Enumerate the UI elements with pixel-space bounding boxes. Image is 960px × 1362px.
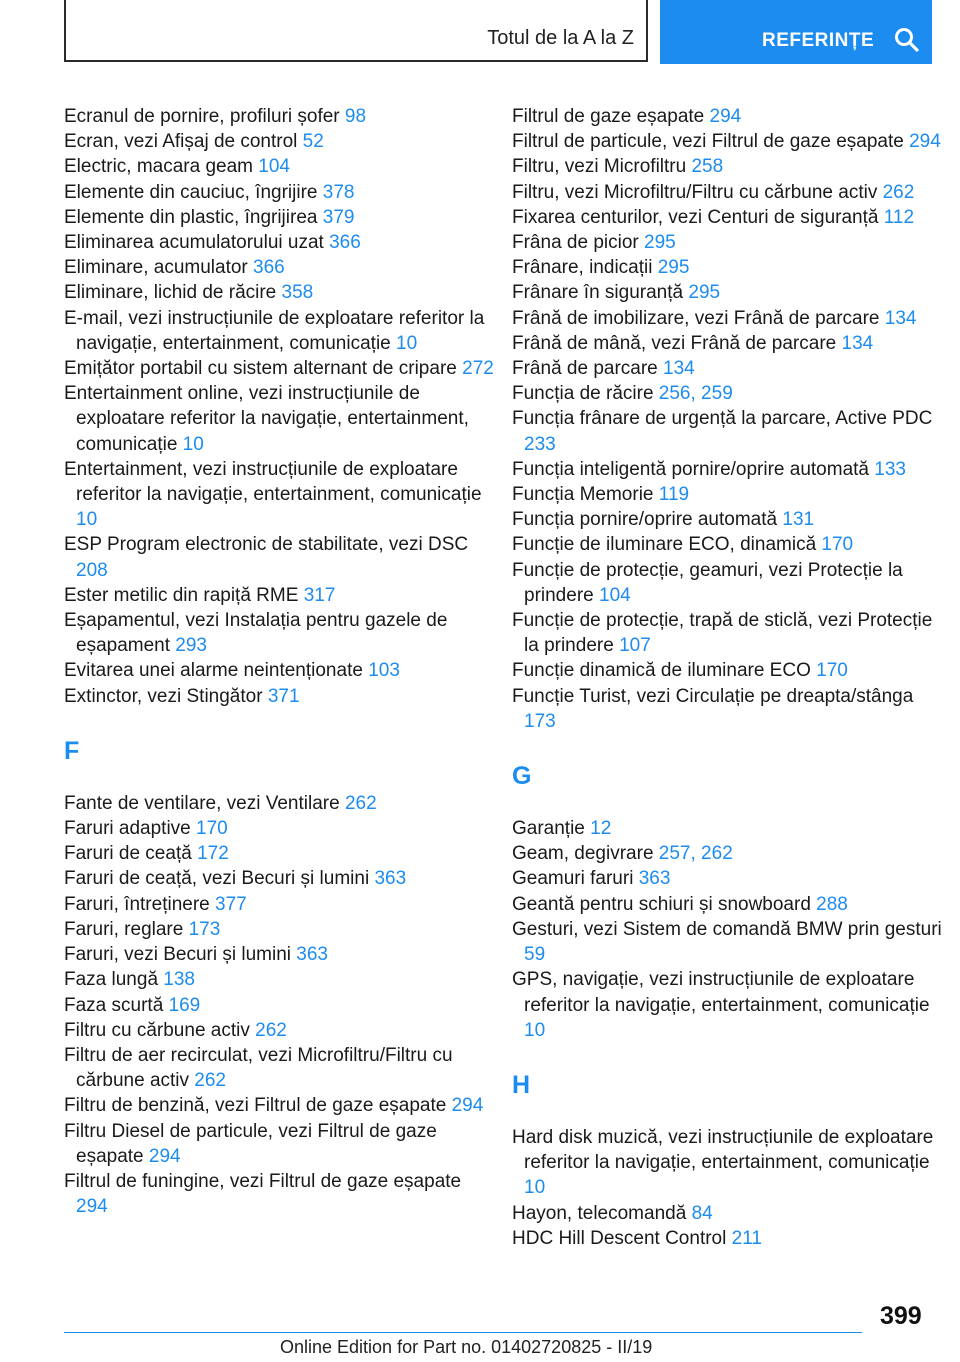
index-entry-text: Electric, macara geam	[64, 156, 259, 178]
index-entry-text: Funcția inteligentă pornire/oprire automată	[512, 458, 875, 480]
page-reference-link[interactable]: 10	[76, 509, 98, 531]
page-reference-link[interactable]: 10	[524, 1177, 546, 1199]
index-entry	[64, 381, 494, 457]
page-reference-link[interactable]: 288	[816, 893, 848, 915]
page-reference-link[interactable]: 84	[691, 1202, 713, 1224]
index-entry-text: Elemente din cauciuc, îngrijire	[64, 181, 323, 203]
index-column-left	[64, 104, 494, 1219]
page-reference-link[interactable]: 293	[175, 635, 207, 657]
index-entry-text: HDC Hill Descent Control	[512, 1227, 732, 1249]
index-entry	[64, 684, 494, 709]
page-reference-link[interactable]: 59	[524, 944, 546, 966]
page-reference-link[interactable]: 294	[451, 1095, 484, 1117]
index-entry-text: Faza scurtă	[64, 994, 169, 1016]
index-entry-text: Filtrul de gaze eșapate	[512, 106, 710, 127]
index-entry-text: Faruri de ceață, vezi Becuri și lumini	[64, 868, 375, 890]
index-entry	[64, 866, 494, 891]
index-entry	[512, 1226, 942, 1251]
page-reference-link[interactable]: 378	[322, 181, 355, 203]
page-reference-link[interactable]: 52	[302, 131, 324, 153]
index-entry-text: Funcția Memorie	[512, 484, 659, 506]
page-reference-link[interactable]: 377	[215, 893, 247, 915]
page-reference-link[interactable]: 103	[368, 660, 400, 682]
index-entry	[512, 1125, 942, 1201]
page-reference-link[interactable]: 363	[374, 868, 407, 890]
index-entry-text: Filtru, vezi Microfiltru/Filtru cu cărbune activ	[512, 181, 883, 203]
index-entry-text: Emițător portabil cu sistem alternant de cripare	[64, 358, 463, 380]
index-entry-text: Ester metilic din rapiță RME	[64, 584, 304, 606]
index-entry-text: Filtru cu cărbune activ	[64, 1019, 256, 1041]
index-entry	[512, 892, 942, 917]
index-entry	[64, 255, 494, 280]
page-reference-link[interactable]: 172	[197, 843, 229, 865]
footer-text: Online Edition for Part no. 01402720825 - II/19	[280, 1337, 653, 1357]
page-reference-link[interactable]: 294	[148, 1145, 181, 1167]
index-entry-text: Funcție de iluminare ECO, dinamică	[512, 534, 822, 556]
index-entry-text: Frânare, indicații	[512, 257, 658, 279]
page-reference-link[interactable]: 262	[255, 1019, 287, 1041]
page-reference-link[interactable]: 138	[163, 969, 195, 991]
index-entry	[64, 1119, 494, 1169]
index-entry	[512, 230, 942, 255]
page-reference-link[interactable]: 10	[396, 332, 418, 354]
index-entry-text: Funcție dinamică de iluminare ECO	[512, 660, 817, 682]
page-reference-link[interactable]: 295	[657, 257, 690, 279]
index-entry-text: Frâna de picior	[512, 232, 645, 254]
index-entry-text: Extinctor, vezi Stingător	[64, 685, 268, 707]
index-entry	[512, 154, 942, 179]
index-entry-text: Funcție de protecție, geamuri, vezi Protecție la prindere	[512, 559, 903, 606]
index-entry	[64, 154, 494, 179]
index-entry-text: Funcția de răcire	[512, 383, 659, 405]
references-tab-label: REFERINȚE	[762, 30, 875, 51]
index-entry-text: Funcția pornire/oprire automată	[512, 509, 783, 531]
index-entry-text: Filtru de aer recirculat, vezi Microfiltru/Filtru cu cărbune activ	[64, 1044, 453, 1092]
page-reference-link[interactable]: 295	[644, 232, 676, 254]
references-tab[interactable]	[660, 0, 932, 64]
page-reference-link[interactable]: 262	[194, 1070, 226, 1092]
index-entry	[64, 1093, 494, 1118]
index-entry	[512, 280, 942, 305]
index-entry-text: Hard disk muzică, vezi instrucțiunile de exploatare referitor la navigație, entertainment, comunicație	[512, 1126, 934, 1174]
index-entry-text: Eliminare, lichid de răcire	[64, 282, 282, 304]
page-reference-link[interactable]: 358	[281, 282, 314, 304]
index-entry	[512, 129, 942, 154]
index-entry-text: Hayon, telecomandă	[512, 1202, 692, 1224]
index-entry	[64, 791, 494, 816]
page-reference-link[interactable]: 371	[267, 685, 300, 707]
index-entry	[512, 457, 942, 482]
page-reference-link[interactable]: 258	[691, 156, 724, 178]
index-entry	[512, 306, 942, 331]
index-entry	[64, 608, 494, 658]
index-entry-text: Elemente din plastic, îngrijirea	[64, 206, 323, 228]
page-reference-link[interactable]: 294	[709, 106, 742, 127]
index-entry-text: Ecranul de pornire, profiluri șofer	[64, 106, 345, 127]
index-entry-text: Funcție de protecție, trapă de sticlă, vezi Protecție la prindere	[512, 610, 933, 657]
index-entry-text: Fante de ventilare, vezi Ventilare	[64, 792, 345, 814]
index-entry	[512, 1201, 942, 1226]
index-entry	[64, 841, 494, 866]
index-entry-text: Filtrul de particule, vezi Filtrul de gaze eșapate	[512, 131, 910, 153]
page-reference-link[interactable]: 98	[344, 106, 367, 127]
footer-divider	[64, 1332, 862, 1333]
page-reference-link[interactable]: 262	[344, 792, 377, 814]
index-entry-text: Frânare în siguranță	[512, 282, 689, 304]
page-reference-link[interactable]: 134	[884, 307, 917, 329]
index-entry	[64, 1169, 494, 1219]
page-reference-link[interactable]: 131	[782, 509, 815, 531]
index-entry	[64, 180, 494, 205]
index-entry-text: ESP Program electronic de stabilitate, vezi DSC	[64, 534, 469, 556]
index-entry-text: Ecran, vezi Afișaj de control	[64, 131, 303, 153]
index-entry-text: E-mail, vezi instrucțiunile de exploatare referitor la navigație, entertainment, comunicație	[64, 307, 485, 354]
index-entry-text: Filtrul de funingine, vezi Filtrul de gaze eșapate	[64, 1170, 462, 1192]
index-entry-text: Funcția frânare de urgență la parcare, Active PDC	[512, 408, 933, 430]
index-entry-text: Faruri, reglare	[64, 918, 189, 940]
page-reference-link[interactable]: 119	[658, 484, 690, 506]
page-reference-link[interactable]: 133	[874, 458, 906, 480]
page-reference-link[interactable]: 104	[599, 584, 631, 606]
page-reference-link[interactable]: 366	[253, 257, 285, 279]
index-entry-text: Eliminare, acumulator	[64, 257, 254, 279]
index-entry-text: Funcție Turist, vezi Circulație pe dreapta/stânga	[512, 685, 914, 707]
index-entry-text: Geamuri faruri	[512, 868, 639, 890]
index-entry	[512, 104, 942, 129]
index-entry-text: Geam, degivrare	[512, 843, 659, 865]
index-entry	[64, 993, 494, 1018]
index-entry	[512, 180, 942, 205]
page-reference-link[interactable]: 257, 262	[658, 843, 733, 865]
index-entry	[512, 356, 942, 381]
page-reference-link[interactable]: 170	[196, 818, 228, 840]
index-entry-text: Entertainment, vezi instrucțiunile de exploatare referitor la navigație, entertainment, comunicație	[64, 458, 482, 506]
page-reference-link[interactable]: 134	[663, 358, 695, 380]
index-entry	[512, 658, 942, 683]
index-entry-text: Eșapamentul, vezi Instalația pentru gazele de eșapament	[64, 610, 448, 657]
index-entry	[512, 482, 942, 507]
index-entry	[512, 967, 942, 1043]
index-entry	[512, 381, 942, 406]
index-entry	[512, 917, 942, 967]
index-entry	[512, 816, 942, 841]
page-reference-link[interactable]: 134	[841, 332, 874, 354]
index-entry-text: Geantă pentru schiuri și snowboard	[512, 893, 817, 915]
page-reference-link[interactable]: 104	[258, 156, 290, 178]
index-entry-text: Garanție	[512, 818, 591, 840]
page-reference-link[interactable]: 363	[296, 944, 328, 966]
page-reference-link[interactable]: 169	[168, 994, 201, 1016]
index-entry	[64, 205, 494, 230]
page-reference-link[interactable]: 211	[731, 1227, 762, 1249]
index-entry	[512, 608, 942, 658]
page-reference-link[interactable]: 173	[188, 918, 221, 940]
index-entry	[64, 816, 494, 841]
index-entry	[512, 558, 942, 608]
index-entry-text: Filtru, vezi Microfiltru	[512, 156, 692, 178]
page-reference-link[interactable]: 12	[590, 818, 612, 840]
index-entry	[64, 230, 494, 255]
index-entry-text: Faruri adaptive	[64, 818, 197, 840]
page-reference-link[interactable]: 366	[329, 232, 361, 254]
page-reference-link[interactable]: 363	[638, 868, 671, 890]
page-header	[64, 0, 932, 64]
index-entry-text: Eliminarea acumulatorului uzat	[64, 232, 330, 254]
page-reference-link[interactable]: 112	[883, 206, 915, 228]
page-reference-link[interactable]: 233	[524, 433, 556, 455]
section-title-tab	[64, 0, 648, 62]
index-letter-heading: F	[64, 736, 80, 765]
index-entry	[64, 892, 494, 917]
index-column-right	[512, 104, 942, 1251]
index-entry	[512, 841, 942, 866]
index-entry-text: Faruri, întreținere	[64, 893, 215, 915]
page-reference-link[interactable]: 295	[688, 282, 721, 304]
index-entry-text: Faruri, vezi Becuri și lumini	[64, 944, 297, 966]
page-number: 399	[880, 1302, 922, 1330]
page-reference-link[interactable]: 170	[816, 660, 848, 682]
page-reference-link[interactable]: 107	[619, 635, 651, 657]
index-entry	[64, 306, 494, 356]
index-entry-text: Filtru Diesel de particule, vezi Filtrul de gaze eșapate	[64, 1120, 437, 1167]
page-reference-link[interactable]: 262	[882, 181, 915, 203]
page-reference-link[interactable]: 208	[76, 559, 108, 581]
index-entry	[64, 129, 494, 154]
index-entry	[64, 967, 494, 992]
index-entry-text: Gesturi, vezi Sistem de comandă BMW prin gesturi	[512, 918, 942, 940]
page-reference-link[interactable]: 170	[821, 534, 854, 556]
index-entry-text: Fixarea centurilor, vezi Centuri de siguranță	[512, 206, 884, 228]
page-reference-link[interactable]: 10	[182, 433, 204, 455]
index-entry	[64, 104, 494, 129]
index-entry	[64, 532, 494, 582]
index-entry-text: Entertainment online, vezi instrucțiunile de exploatare referitor la navigație, entertainment, comunicație	[64, 383, 469, 455]
page-reference-link[interactable]: 317	[303, 584, 336, 606]
index-entry-text: Filtru de benzină, vezi Filtrul de gaze eșapate	[64, 1095, 452, 1117]
index-entry	[64, 658, 494, 683]
index-entry	[64, 457, 494, 533]
page-reference-link[interactable]: 10	[524, 1019, 546, 1041]
index-entry	[64, 1018, 494, 1043]
index-entry-text: Faruri de ceață	[64, 843, 198, 865]
footer-edition	[280, 1337, 652, 1358]
index-entry	[512, 331, 942, 356]
search-icon[interactable]	[894, 27, 920, 53]
index-entry	[512, 866, 942, 891]
index-entry	[512, 205, 942, 230]
index-entry	[512, 406, 942, 456]
index-entry	[64, 583, 494, 608]
page-reference-link[interactable]: 272	[462, 358, 494, 380]
index-entry	[512, 532, 942, 557]
index-entry-text: GPS, navigație, vezi instrucțiunile de exploatare referitor la navigație, entertainment, comunicație	[512, 969, 930, 1016]
section-title: Totul de la A la Z	[487, 27, 634, 49]
index-entry	[64, 356, 494, 381]
index-entry-text: Frână de imobilizare, vezi Frână de parcare	[512, 307, 885, 329]
page-reference-link[interactable]: 173	[524, 710, 556, 732]
index-entry	[512, 255, 942, 280]
index-entry-text: Faza lungă	[64, 969, 164, 991]
index-entry-text: Frână de parcare	[512, 358, 664, 380]
page-reference-link[interactable]: 379	[322, 206, 355, 228]
index-entry-text: Frână de mână, vezi Frână de parcare	[512, 332, 842, 354]
index-letter-heading: G	[512, 762, 532, 791]
page-reference-link[interactable]: 294	[909, 131, 941, 153]
index-entry	[512, 684, 942, 734]
index-entry	[64, 942, 494, 967]
page-reference-link[interactable]: 294	[76, 1196, 108, 1218]
index-letter-heading: H	[512, 1070, 531, 1099]
index-entry	[512, 507, 942, 532]
index-entry	[64, 280, 494, 305]
index-entry	[64, 1043, 494, 1093]
page-reference-link[interactable]: 256, 259	[658, 383, 733, 405]
index-entry	[64, 917, 494, 942]
index-entry-text: Evitarea unei alarme neintenționate	[64, 660, 369, 682]
